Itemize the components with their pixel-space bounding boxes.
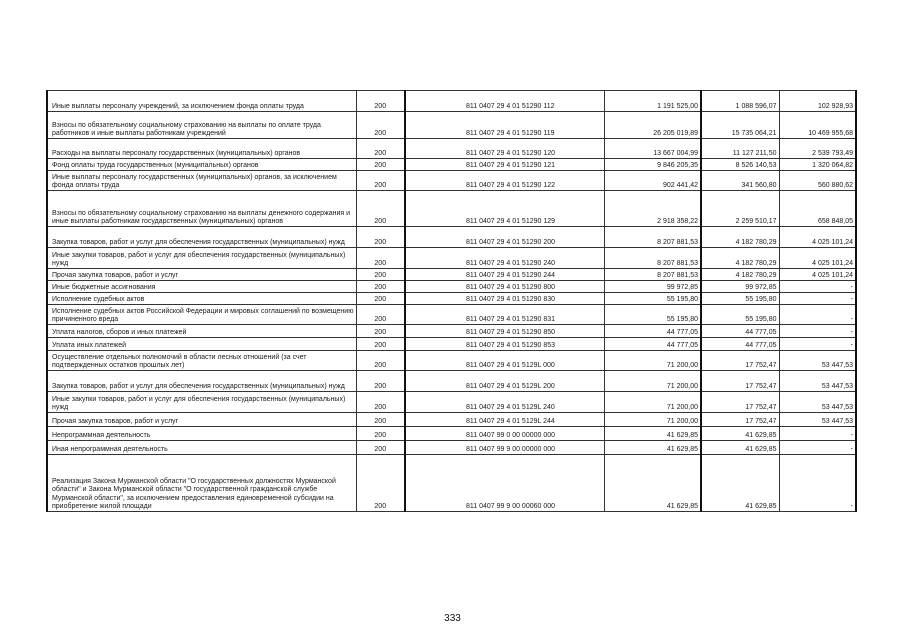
cell-executed-amount: 1 088 596,07 <box>701 91 779 112</box>
cell-line-code: 200 <box>356 293 405 305</box>
cell-line-code: 200 <box>356 413 405 427</box>
cell-approved-amount: 71 200,00 <box>604 371 701 392</box>
cell-classification-code: 811 0407 29 4 01 51290 240 <box>405 248 604 269</box>
cell-executed-amount: 4 182 780,29 <box>701 227 779 248</box>
cell-unexecuted-amount: - <box>779 427 856 441</box>
cell-line-code: 200 <box>356 338 405 351</box>
cell-executed-amount: 15 735 064,21 <box>701 112 779 139</box>
cell-classification-code: 811 0407 29 4 01 51290 244 <box>405 269 604 281</box>
cell-name: Непрограммная деятельность <box>47 427 356 441</box>
cell-classification-code: 811 0407 29 4 01 51290 112 <box>405 91 604 112</box>
cell-name: Взносы по обязательному социальному страхованию на выплаты по оплате труда работников и иные выплаты работникам учреждений <box>47 112 356 139</box>
cell-classification-code: 811 0407 29 4 01 51290 800 <box>405 281 604 293</box>
table-body <box>47 91 856 512</box>
cell-line-code: 200 <box>356 171 405 191</box>
cell-line-code: 200 <box>356 305 405 325</box>
cell-unexecuted-amount: 1 320 064,82 <box>779 159 856 171</box>
cell-name: Прочая закупка товаров, работ и услуг <box>47 413 356 427</box>
cell-approved-amount: 55 195,80 <box>604 293 701 305</box>
cell-unexecuted-amount: - <box>779 338 856 351</box>
cell-executed-amount: 44 777,05 <box>701 338 779 351</box>
cell-classification-code: 811 0407 29 4 01 51290 200 <box>405 227 604 248</box>
table-row <box>47 427 856 441</box>
cell-classification-code: 811 0407 29 4 01 5129L 244 <box>405 413 604 427</box>
table-row <box>47 325 856 338</box>
cell-classification-code: 811 0407 99 9 00 00000 000 <box>405 441 604 455</box>
cell-approved-amount: 55 195,80 <box>604 305 701 325</box>
cell-unexecuted-amount: - <box>779 293 856 305</box>
cell-classification-code: 811 0407 29 4 01 51290 129 <box>405 191 604 227</box>
cell-unexecuted-amount: 2 539 793,49 <box>779 139 856 159</box>
table-row <box>47 171 856 191</box>
cell-classification-code: 811 0407 99 0 00 00000 000 <box>405 427 604 441</box>
cell-approved-amount: 71 200,00 <box>604 392 701 413</box>
cell-classification-code: 811 0407 29 4 01 51290 122 <box>405 171 604 191</box>
cell-approved-amount: 13 667 004,99 <box>604 139 701 159</box>
cell-unexecuted-amount: 53 447,53 <box>779 371 856 392</box>
cell-name: Расходы на выплаты персоналу государственных (муниципальных) органов <box>47 139 356 159</box>
cell-executed-amount: 41 629,85 <box>701 441 779 455</box>
cell-line-code: 200 <box>356 455 405 512</box>
cell-approved-amount: 8 207 881,53 <box>604 227 701 248</box>
cell-name: Иные выплаты персоналу учреждений, за исключением фонда оплаты труда <box>47 91 356 112</box>
cell-approved-amount: 26 205 019,89 <box>604 112 701 139</box>
cell-approved-amount: 1 191 525,00 <box>604 91 701 112</box>
table-row <box>47 305 856 325</box>
cell-executed-amount: 11 127 211,50 <box>701 139 779 159</box>
cell-classification-code: 811 0407 29 4 01 5129L 000 <box>405 351 604 371</box>
cell-approved-amount: 41 629,85 <box>604 441 701 455</box>
table-row <box>47 248 856 269</box>
table-row <box>47 293 856 305</box>
cell-name: Иная непрограммная деятельность <box>47 441 356 455</box>
cell-executed-amount: 4 182 780,29 <box>701 248 779 269</box>
cell-executed-amount: 41 629,85 <box>701 427 779 441</box>
cell-name: Осуществление отдельных полномочий в области лесных отношений (за счет подтвержденных остатков прошлых лет) <box>47 351 356 371</box>
cell-name: Уплата налогов, сборов и иных платежей <box>47 325 356 338</box>
cell-unexecuted-amount: - <box>779 325 856 338</box>
cell-line-code: 200 <box>356 191 405 227</box>
cell-approved-amount: 44 777,05 <box>604 338 701 351</box>
cell-classification-code: 811 0407 29 4 01 51290 831 <box>405 305 604 325</box>
cell-classification-code: 811 0407 29 4 01 5129L 200 <box>405 371 604 392</box>
table-row <box>47 351 856 371</box>
table-row <box>47 455 856 512</box>
cell-approved-amount: 8 207 881,53 <box>604 248 701 269</box>
cell-approved-amount: 44 777,05 <box>604 325 701 338</box>
cell-name: Исполнение судебных актов Российской Федерации и мировых соглашений по возмещению причиненного вреда <box>47 305 356 325</box>
cell-line-code: 200 <box>356 91 405 112</box>
cell-executed-amount: 55 195,80 <box>701 305 779 325</box>
cell-classification-code: 811 0407 29 4 01 51290 119 <box>405 112 604 139</box>
cell-executed-amount: 99 972,85 <box>701 281 779 293</box>
cell-executed-amount: 2 259 510,17 <box>701 191 779 227</box>
table-row <box>47 392 856 413</box>
cell-unexecuted-amount: 10 469 955,68 <box>779 112 856 139</box>
cell-name: Взносы по обязательному социальному страхованию на выплаты денежного содержания и иные выплаты работникам государственных (муниципальных) органов <box>47 191 356 227</box>
cell-name: Иные выплаты персоналу государственных (муниципальных) органов, за исключением фонда оплаты труда <box>47 171 356 191</box>
table-row <box>47 227 856 248</box>
table-row <box>47 413 856 427</box>
cell-executed-amount: 17 752,47 <box>701 413 779 427</box>
table-row <box>47 112 856 139</box>
table-row <box>47 269 856 281</box>
cell-name: Реализация Закона Мурманской области "О государственных должностях Мурманской области" и Закона Мурманской области "О государственной гражданской службе Мурманской области", за исключением предоставления единовременной субсидии на приобретение жилой площади <box>47 455 356 512</box>
cell-approved-amount: 8 207 881,53 <box>604 269 701 281</box>
cell-unexecuted-amount: - <box>779 305 856 325</box>
budget-execution-table <box>46 90 857 512</box>
cell-executed-amount: 55 195,80 <box>701 293 779 305</box>
cell-executed-amount: 17 752,47 <box>701 392 779 413</box>
table-row <box>47 139 856 159</box>
cell-line-code: 200 <box>356 325 405 338</box>
cell-line-code: 200 <box>356 248 405 269</box>
cell-approved-amount: 41 629,85 <box>604 455 701 512</box>
cell-unexecuted-amount: 53 447,53 <box>779 351 856 371</box>
cell-line-code: 200 <box>356 392 405 413</box>
cell-classification-code: 811 0407 29 4 01 51290 853 <box>405 338 604 351</box>
table-row <box>47 441 856 455</box>
cell-unexecuted-amount: 658 848,05 <box>779 191 856 227</box>
cell-executed-amount: 17 752,47 <box>701 371 779 392</box>
cell-approved-amount: 2 918 358,22 <box>604 191 701 227</box>
cell-executed-amount: 341 560,80 <box>701 171 779 191</box>
table-row <box>47 338 856 351</box>
cell-name: Иные закупки товаров, работ и услуг для обеспечения государственных (муниципальных) нужд <box>47 248 356 269</box>
table-row <box>47 191 856 227</box>
cell-name: Иные бюджетные ассигнования <box>47 281 356 293</box>
cell-name: Иные закупки товаров, работ и услуг для обеспечения государственных (муниципальных) нужд <box>47 392 356 413</box>
cell-approved-amount: 9 846 205,35 <box>604 159 701 171</box>
table-row <box>47 371 856 392</box>
cell-unexecuted-amount: 4 025 101,24 <box>779 248 856 269</box>
cell-approved-amount: 71 200,00 <box>604 351 701 371</box>
cell-executed-amount: 4 182 780,29 <box>701 269 779 281</box>
cell-line-code: 200 <box>356 351 405 371</box>
cell-unexecuted-amount: 53 447,53 <box>779 392 856 413</box>
cell-line-code: 200 <box>356 112 405 139</box>
cell-unexecuted-amount: 102 928,93 <box>779 91 856 112</box>
cell-line-code: 200 <box>356 269 405 281</box>
table-row <box>47 159 856 171</box>
cell-approved-amount: 71 200,00 <box>604 413 701 427</box>
cell-name: Уплата иных платежей <box>47 338 356 351</box>
cell-classification-code: 811 0407 99 9 00 00060 000 <box>405 455 604 512</box>
cell-classification-code: 811 0407 29 4 01 51290 121 <box>405 159 604 171</box>
cell-line-code: 200 <box>356 281 405 293</box>
cell-unexecuted-amount: - <box>779 441 856 455</box>
cell-line-code: 200 <box>356 227 405 248</box>
cell-line-code: 200 <box>356 139 405 159</box>
cell-unexecuted-amount: 4 025 101,24 <box>779 269 856 281</box>
cell-unexecuted-amount: 53 447,53 <box>779 413 856 427</box>
cell-line-code: 200 <box>356 159 405 171</box>
cell-approved-amount: 41 629,85 <box>604 427 701 441</box>
cell-unexecuted-amount: - <box>779 455 856 512</box>
page-number: 333 <box>444 613 461 624</box>
cell-classification-code: 811 0407 29 4 01 51290 830 <box>405 293 604 305</box>
cell-approved-amount: 902 441,42 <box>604 171 701 191</box>
cell-name: Прочая закупка товаров, работ и услуг <box>47 269 356 281</box>
cell-name: Фонд оплаты труда государственных (муниципальных) органов <box>47 159 356 171</box>
cell-unexecuted-amount: 4 025 101,24 <box>779 227 856 248</box>
cell-unexecuted-amount: - <box>779 281 856 293</box>
cell-executed-amount: 8 526 140,53 <box>701 159 779 171</box>
cell-unexecuted-amount: 560 880,62 <box>779 171 856 191</box>
cell-executed-amount: 17 752,47 <box>701 351 779 371</box>
table-row <box>47 91 856 112</box>
cell-line-code: 200 <box>356 427 405 441</box>
cell-name: Закупка товаров, работ и услуг для обеспечения государственных (муниципальных) нужд <box>47 371 356 392</box>
cell-classification-code: 811 0407 29 4 01 51290 850 <box>405 325 604 338</box>
cell-approved-amount: 99 972,85 <box>604 281 701 293</box>
cell-line-code: 200 <box>356 441 405 455</box>
table-row <box>47 281 856 293</box>
cell-classification-code: 811 0407 29 4 01 51290 120 <box>405 139 604 159</box>
cell-executed-amount: 41 629,85 <box>701 455 779 512</box>
cell-executed-amount: 44 777,05 <box>701 325 779 338</box>
cell-name: Закупка товаров, работ и услуг для обеспечения государственных (муниципальных) нужд <box>47 227 356 248</box>
cell-name: Исполнение судебных актов <box>47 293 356 305</box>
cell-line-code: 200 <box>356 371 405 392</box>
cell-classification-code: 811 0407 29 4 01 5129L 240 <box>405 392 604 413</box>
